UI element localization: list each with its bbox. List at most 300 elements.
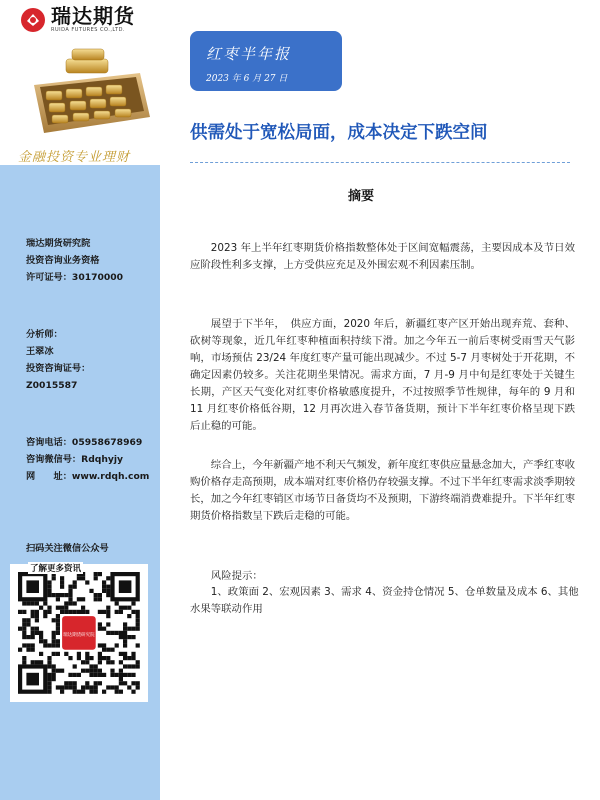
qr-module bbox=[136, 664, 140, 668]
qr-module bbox=[56, 597, 60, 601]
qr-module bbox=[77, 610, 81, 614]
qr-module bbox=[119, 606, 123, 610]
qr-module bbox=[94, 572, 98, 576]
qr-module bbox=[115, 631, 119, 635]
qr-module bbox=[56, 643, 60, 647]
qr-module bbox=[98, 622, 102, 626]
qr-module bbox=[26, 648, 30, 652]
qr-module bbox=[106, 648, 110, 652]
qr-module bbox=[26, 643, 30, 647]
qr-module bbox=[47, 673, 51, 677]
qr-module bbox=[89, 673, 93, 677]
qr-module bbox=[64, 681, 68, 685]
qr-module bbox=[60, 576, 64, 580]
qr-module bbox=[94, 685, 98, 689]
qr-module bbox=[68, 597, 72, 601]
paragraph-text: 综合上，今年新疆产地不利天气频发，新年度红枣供应量悬念加大，产季红枣收购价格存走高预期，成本端对红枣价格仍存较强支撑。不过下半年红枣需求淡季期较长，加之今年红枣销区市场节日备货均不及预期，下游终端消费难提升。下半年红枣期货价格指数呈下跌后走稳的可能。 bbox=[190, 459, 575, 522]
qr-module bbox=[131, 601, 135, 605]
qr-module bbox=[119, 652, 123, 656]
qr-module bbox=[52, 576, 56, 580]
qr-module bbox=[106, 660, 110, 664]
qr-module bbox=[22, 631, 26, 635]
qr-module bbox=[77, 597, 81, 601]
qr-module bbox=[131, 690, 135, 694]
qr-module bbox=[119, 673, 123, 677]
qr-module bbox=[43, 601, 47, 605]
qr-module bbox=[85, 681, 89, 685]
qr-module bbox=[47, 690, 51, 694]
report-type-badge bbox=[190, 31, 342, 91]
qr-module bbox=[22, 635, 26, 639]
qr-module bbox=[47, 681, 51, 685]
qr-module bbox=[26, 618, 30, 622]
qr-module bbox=[106, 622, 110, 626]
qr-module bbox=[106, 631, 110, 635]
qr-module bbox=[52, 618, 56, 622]
qr-module bbox=[43, 639, 47, 643]
qr-module bbox=[47, 664, 51, 668]
qr-module bbox=[127, 635, 131, 639]
qr-module bbox=[127, 614, 131, 618]
contact-info bbox=[26, 434, 149, 485]
qr-module bbox=[60, 580, 64, 584]
qr-module bbox=[35, 660, 39, 664]
qr-module bbox=[35, 618, 39, 622]
qr-finder-pattern bbox=[26, 580, 39, 593]
qr-module bbox=[94, 576, 98, 580]
qr-module bbox=[127, 627, 131, 631]
organization-info bbox=[26, 235, 123, 286]
qr-module bbox=[123, 631, 127, 635]
qr-module bbox=[39, 635, 43, 639]
qr-module bbox=[123, 652, 127, 656]
qr-module bbox=[73, 601, 77, 605]
abstract-paragraph-3 bbox=[190, 457, 575, 525]
qr-module bbox=[127, 656, 131, 660]
qr-module bbox=[47, 580, 51, 584]
qr-module bbox=[102, 610, 106, 614]
qr-module bbox=[22, 627, 26, 631]
qr-module bbox=[31, 635, 35, 639]
qr-module bbox=[22, 643, 26, 647]
qr-module bbox=[64, 610, 68, 614]
qr-module bbox=[102, 690, 106, 694]
abstract-paragraph-1 bbox=[190, 240, 575, 274]
qr-module bbox=[22, 622, 26, 626]
qr-module bbox=[47, 589, 51, 593]
qr-module bbox=[136, 685, 140, 689]
qr-module bbox=[18, 610, 22, 614]
qr-module bbox=[98, 597, 102, 601]
qr-module bbox=[115, 690, 119, 694]
qr-module bbox=[52, 677, 56, 681]
qr-module bbox=[102, 648, 106, 652]
qr-module bbox=[26, 622, 30, 626]
qr-module bbox=[136, 618, 140, 622]
qr-module bbox=[110, 685, 114, 689]
qr-module bbox=[131, 610, 135, 614]
qr-module bbox=[131, 635, 135, 639]
contact-website[interactable]: 网 址：www.rdqh.com bbox=[26, 471, 150, 482]
qr-module bbox=[31, 627, 35, 631]
qr-module bbox=[115, 685, 119, 689]
qr-module bbox=[52, 631, 56, 635]
qr-module bbox=[119, 690, 123, 694]
qr-module bbox=[94, 593, 98, 597]
qr-module bbox=[52, 652, 56, 656]
qr-module bbox=[89, 685, 93, 689]
qr-module bbox=[123, 606, 127, 610]
qr-module bbox=[106, 656, 110, 660]
qr-module bbox=[56, 606, 60, 610]
qr-module bbox=[136, 643, 140, 647]
title-divider bbox=[190, 162, 570, 163]
qr-module bbox=[26, 601, 30, 605]
qr-module bbox=[73, 681, 77, 685]
qr-module bbox=[94, 673, 98, 677]
org-name: 瑞达期货研究院 bbox=[26, 238, 91, 249]
qr-module bbox=[68, 673, 72, 677]
qr-module bbox=[98, 660, 102, 664]
qr-module bbox=[85, 685, 89, 689]
qr-module bbox=[131, 627, 135, 631]
qr-module bbox=[77, 690, 81, 694]
qr-module bbox=[35, 614, 39, 618]
qr-module bbox=[94, 681, 98, 685]
qr-module bbox=[73, 690, 77, 694]
qr-code[interactable] bbox=[10, 564, 148, 702]
qr-module bbox=[26, 635, 30, 639]
qr-module bbox=[73, 664, 77, 668]
qr-module bbox=[73, 580, 77, 584]
qr-module bbox=[115, 601, 119, 605]
qr-caption: 了解更多资讯 bbox=[30, 564, 82, 574]
qr-module bbox=[22, 656, 26, 660]
qr-module bbox=[31, 631, 35, 635]
analyst-cert-number: Z0015587 bbox=[26, 380, 78, 391]
qr-module bbox=[94, 690, 98, 694]
qr-module bbox=[89, 589, 93, 593]
qr-module bbox=[52, 643, 56, 647]
qr-module bbox=[127, 685, 131, 689]
qr-module bbox=[106, 685, 110, 689]
qr-module bbox=[68, 593, 72, 597]
qr-module bbox=[89, 656, 93, 660]
qr-module bbox=[64, 601, 68, 605]
qr-module bbox=[35, 610, 39, 614]
qr-module bbox=[77, 673, 81, 677]
contact-phone: 咨询电话：05958678969 bbox=[26, 437, 143, 448]
qr-module bbox=[98, 681, 102, 685]
qr-module bbox=[31, 614, 35, 618]
qr-module bbox=[52, 635, 56, 639]
abstract-paragraph-2 bbox=[190, 316, 575, 435]
qr-module bbox=[85, 656, 89, 660]
qr-module bbox=[77, 656, 81, 660]
qr-module bbox=[123, 639, 127, 643]
qr-module bbox=[73, 685, 77, 689]
qr-module bbox=[64, 685, 68, 689]
qr-module bbox=[110, 660, 114, 664]
qr-module bbox=[119, 635, 123, 639]
qr-module bbox=[98, 673, 102, 677]
org-license: 许可证号：30170000 bbox=[26, 272, 124, 283]
qr-module bbox=[119, 660, 123, 664]
qr-module bbox=[106, 593, 110, 597]
qr-module bbox=[56, 627, 60, 631]
analyst-name: 王翠冰 bbox=[26, 346, 54, 357]
report-type-title: 红枣半年报 bbox=[206, 45, 292, 63]
qr-module bbox=[60, 690, 64, 694]
qr-module bbox=[102, 656, 106, 660]
qr-module bbox=[56, 631, 60, 635]
qr-module bbox=[56, 593, 60, 597]
qr-module bbox=[56, 622, 60, 626]
qr-module bbox=[85, 610, 89, 614]
qr-module bbox=[47, 643, 51, 647]
qr-module bbox=[98, 593, 102, 597]
qr-module bbox=[73, 610, 77, 614]
qr-module bbox=[47, 606, 51, 610]
qr-finder-pattern bbox=[26, 673, 39, 686]
qr-module bbox=[68, 589, 72, 593]
qr-module bbox=[22, 610, 26, 614]
qr-module bbox=[81, 685, 85, 689]
qr-module bbox=[52, 639, 56, 643]
report-date: 2023 年 6 月 27 日 bbox=[206, 74, 288, 84]
qr-module bbox=[64, 652, 68, 656]
qr-module bbox=[94, 664, 98, 668]
qr-module bbox=[85, 669, 89, 673]
qr-module bbox=[39, 631, 43, 635]
risk-label: 风险提示： bbox=[210, 570, 263, 582]
qr-finder-pattern bbox=[119, 580, 132, 593]
qr-module bbox=[136, 622, 140, 626]
qr-module bbox=[123, 627, 127, 631]
qr-center-text: 瑞达期货研究院 bbox=[63, 632, 95, 638]
qr-module bbox=[47, 685, 51, 689]
qr-module bbox=[102, 585, 106, 589]
qr-module bbox=[119, 669, 123, 673]
qr-module bbox=[106, 606, 110, 610]
qr-module bbox=[39, 606, 43, 610]
qr-module bbox=[81, 576, 85, 580]
qr-module bbox=[131, 673, 135, 677]
qr-module bbox=[119, 610, 123, 614]
qr-module bbox=[81, 660, 85, 664]
qr-module bbox=[47, 677, 51, 681]
qr-module bbox=[31, 610, 35, 614]
qr-module bbox=[81, 690, 85, 694]
qr-module bbox=[39, 639, 43, 643]
paragraph-text: 2023 年上半年红枣期货价格指数整体处于区间宽幅震荡，主要因成本及节日效应阶段性利多支撑，上方受供应充足及外围宏观不利因素压制。 bbox=[190, 242, 575, 271]
qr-module bbox=[98, 572, 102, 576]
qr-module bbox=[106, 610, 110, 614]
qr-module bbox=[119, 681, 123, 685]
qr-module bbox=[127, 606, 131, 610]
qr-module bbox=[60, 606, 64, 610]
qr-module bbox=[56, 685, 60, 689]
analyst-cert-label: 投资咨询证号： bbox=[26, 363, 91, 374]
abstract-heading: 摘要 bbox=[348, 189, 375, 204]
qr-module bbox=[136, 660, 140, 664]
qr-module bbox=[123, 635, 127, 639]
org-qualification: 投资咨询业务资格 bbox=[26, 255, 100, 266]
qr-module bbox=[123, 656, 127, 660]
qr-module bbox=[56, 652, 60, 656]
qr-module bbox=[98, 627, 102, 631]
qr-module bbox=[47, 660, 51, 664]
qr-module bbox=[60, 610, 64, 614]
qr-module bbox=[102, 580, 106, 584]
qr-module bbox=[56, 614, 60, 618]
qr-module bbox=[77, 576, 81, 580]
qr-module bbox=[94, 669, 98, 673]
qr-module bbox=[68, 685, 72, 689]
qr-code-icon bbox=[10, 564, 148, 702]
qr-module bbox=[52, 669, 56, 673]
qr-module bbox=[127, 673, 131, 677]
qr-module bbox=[119, 677, 123, 681]
analyst-info bbox=[26, 326, 90, 394]
gold-bars-image bbox=[28, 45, 153, 140]
qr-module bbox=[64, 606, 68, 610]
qr-module bbox=[35, 631, 39, 635]
qr-module bbox=[98, 652, 102, 656]
qr-module bbox=[85, 580, 89, 584]
qr-module bbox=[106, 576, 110, 580]
qr-module bbox=[60, 593, 64, 597]
qr-module bbox=[22, 618, 26, 622]
qr-module bbox=[73, 673, 77, 677]
contact-wechat: 咨询微信号：Rdqhyjy bbox=[26, 454, 124, 465]
follow-wechat-label: 扫码关注微信公众号 bbox=[26, 543, 109, 554]
qr-module bbox=[136, 610, 140, 614]
qr-module bbox=[81, 610, 85, 614]
qr-module bbox=[73, 585, 77, 589]
paragraph-text: 展望于下半年， 供应方面，2020 年后，新疆红枣产区开始出现弃荒、套种、砍树等现象，近几年红枣种植面积持续下滑。加之今年五一前后枣树受雨雪天气影响，市场预估 23/24 年度红枣产量可能出现减少。不过 5-7 月枣树处于开花期，不确定因素仍较多。关注花期坐果情况。需求方面，7 月-9 月中旬是红枣处于关键生长期，产区天气变化对红枣价格敏感度提升，不过按照季节性规律，每年的 9 月和 11 月红枣价格低谷期，12 月再次进入春节备货期，预计下半年红枣价格呈现下跌后止稳的可能。 bbox=[190, 318, 575, 432]
qr-module bbox=[110, 673, 114, 677]
qr-module bbox=[123, 622, 127, 626]
qr-module bbox=[31, 648, 35, 652]
qr-module bbox=[77, 652, 81, 656]
qr-module bbox=[56, 618, 60, 622]
qr-module bbox=[56, 669, 60, 673]
qr-module bbox=[68, 656, 72, 660]
qr-module bbox=[106, 589, 110, 593]
qr-module bbox=[98, 656, 102, 660]
qr-module bbox=[102, 673, 106, 677]
qr-module bbox=[52, 673, 56, 677]
qr-module bbox=[102, 627, 106, 631]
qr-module bbox=[110, 648, 114, 652]
qr-module bbox=[68, 601, 72, 605]
qr-module bbox=[47, 610, 51, 614]
qr-module bbox=[68, 585, 72, 589]
qr-module bbox=[81, 597, 85, 601]
qr-module bbox=[136, 681, 140, 685]
qr-module bbox=[89, 690, 93, 694]
qr-module bbox=[47, 593, 51, 597]
qr-module bbox=[81, 606, 85, 610]
qr-module bbox=[68, 610, 72, 614]
qr-module bbox=[110, 631, 114, 635]
qr-module bbox=[110, 669, 114, 673]
qr-module bbox=[35, 601, 39, 605]
qr-module bbox=[123, 673, 127, 677]
qr-module bbox=[85, 660, 89, 664]
qr-module bbox=[131, 652, 135, 656]
qr-module bbox=[52, 664, 56, 668]
qr-module bbox=[94, 597, 98, 601]
qr-module bbox=[31, 601, 35, 605]
qr-module bbox=[102, 589, 106, 593]
qr-module bbox=[115, 673, 119, 677]
qr-module bbox=[22, 601, 26, 605]
qr-module bbox=[22, 660, 26, 664]
qr-module bbox=[98, 669, 102, 673]
qr-module bbox=[123, 664, 127, 668]
qr-module bbox=[60, 669, 64, 673]
qr-module bbox=[47, 656, 51, 660]
qr-module bbox=[85, 652, 89, 656]
qr-module bbox=[102, 643, 106, 647]
qr-module bbox=[127, 664, 131, 668]
logo-english-name: RUIDA FUTURES CO.,LTD. bbox=[51, 27, 126, 33]
risk-items: 1、政策面 2、宏观因素 3、需求 4、资金持仓情况 5、仓单数量及成本 6、其他水果等联动作用 bbox=[190, 586, 579, 615]
qr-module bbox=[18, 627, 22, 631]
ruida-logo-icon bbox=[20, 7, 46, 33]
qr-module bbox=[18, 648, 22, 652]
qr-module bbox=[64, 593, 68, 597]
qr-module bbox=[115, 610, 119, 614]
qr-module bbox=[106, 585, 110, 589]
qr-module bbox=[123, 643, 127, 647]
qr-module bbox=[131, 656, 135, 660]
qr-module bbox=[60, 685, 64, 689]
qr-module bbox=[123, 681, 127, 685]
qr-module bbox=[98, 643, 102, 647]
qr-module bbox=[39, 660, 43, 664]
qr-module bbox=[115, 643, 119, 647]
qr-module bbox=[43, 610, 47, 614]
logo-name: 瑞达期货 bbox=[51, 4, 135, 28]
qr-module bbox=[60, 585, 64, 589]
qr-module bbox=[89, 664, 93, 668]
qr-module bbox=[39, 652, 43, 656]
qr-module bbox=[81, 669, 85, 673]
qr-module bbox=[131, 681, 135, 685]
qr-module bbox=[89, 669, 93, 673]
qr-module bbox=[136, 614, 140, 618]
qr-module bbox=[98, 610, 102, 614]
analyst-label: 分析师： bbox=[26, 329, 63, 340]
qr-module bbox=[131, 664, 135, 668]
company-slogan: 金融投资专业理财 bbox=[18, 150, 131, 165]
qr-module bbox=[43, 643, 47, 647]
qr-module bbox=[43, 614, 47, 618]
qr-module bbox=[68, 681, 72, 685]
qr-module bbox=[106, 614, 110, 618]
qr-module bbox=[119, 631, 123, 635]
qr-module bbox=[52, 593, 56, 597]
qr-module bbox=[31, 643, 35, 647]
report-main-title: 供需处于宽松局面，成本决定下跌空间 bbox=[190, 123, 488, 143]
qr-module bbox=[31, 660, 35, 664]
company-logo bbox=[20, 2, 135, 38]
qr-module bbox=[56, 639, 60, 643]
qr-module bbox=[47, 585, 51, 589]
